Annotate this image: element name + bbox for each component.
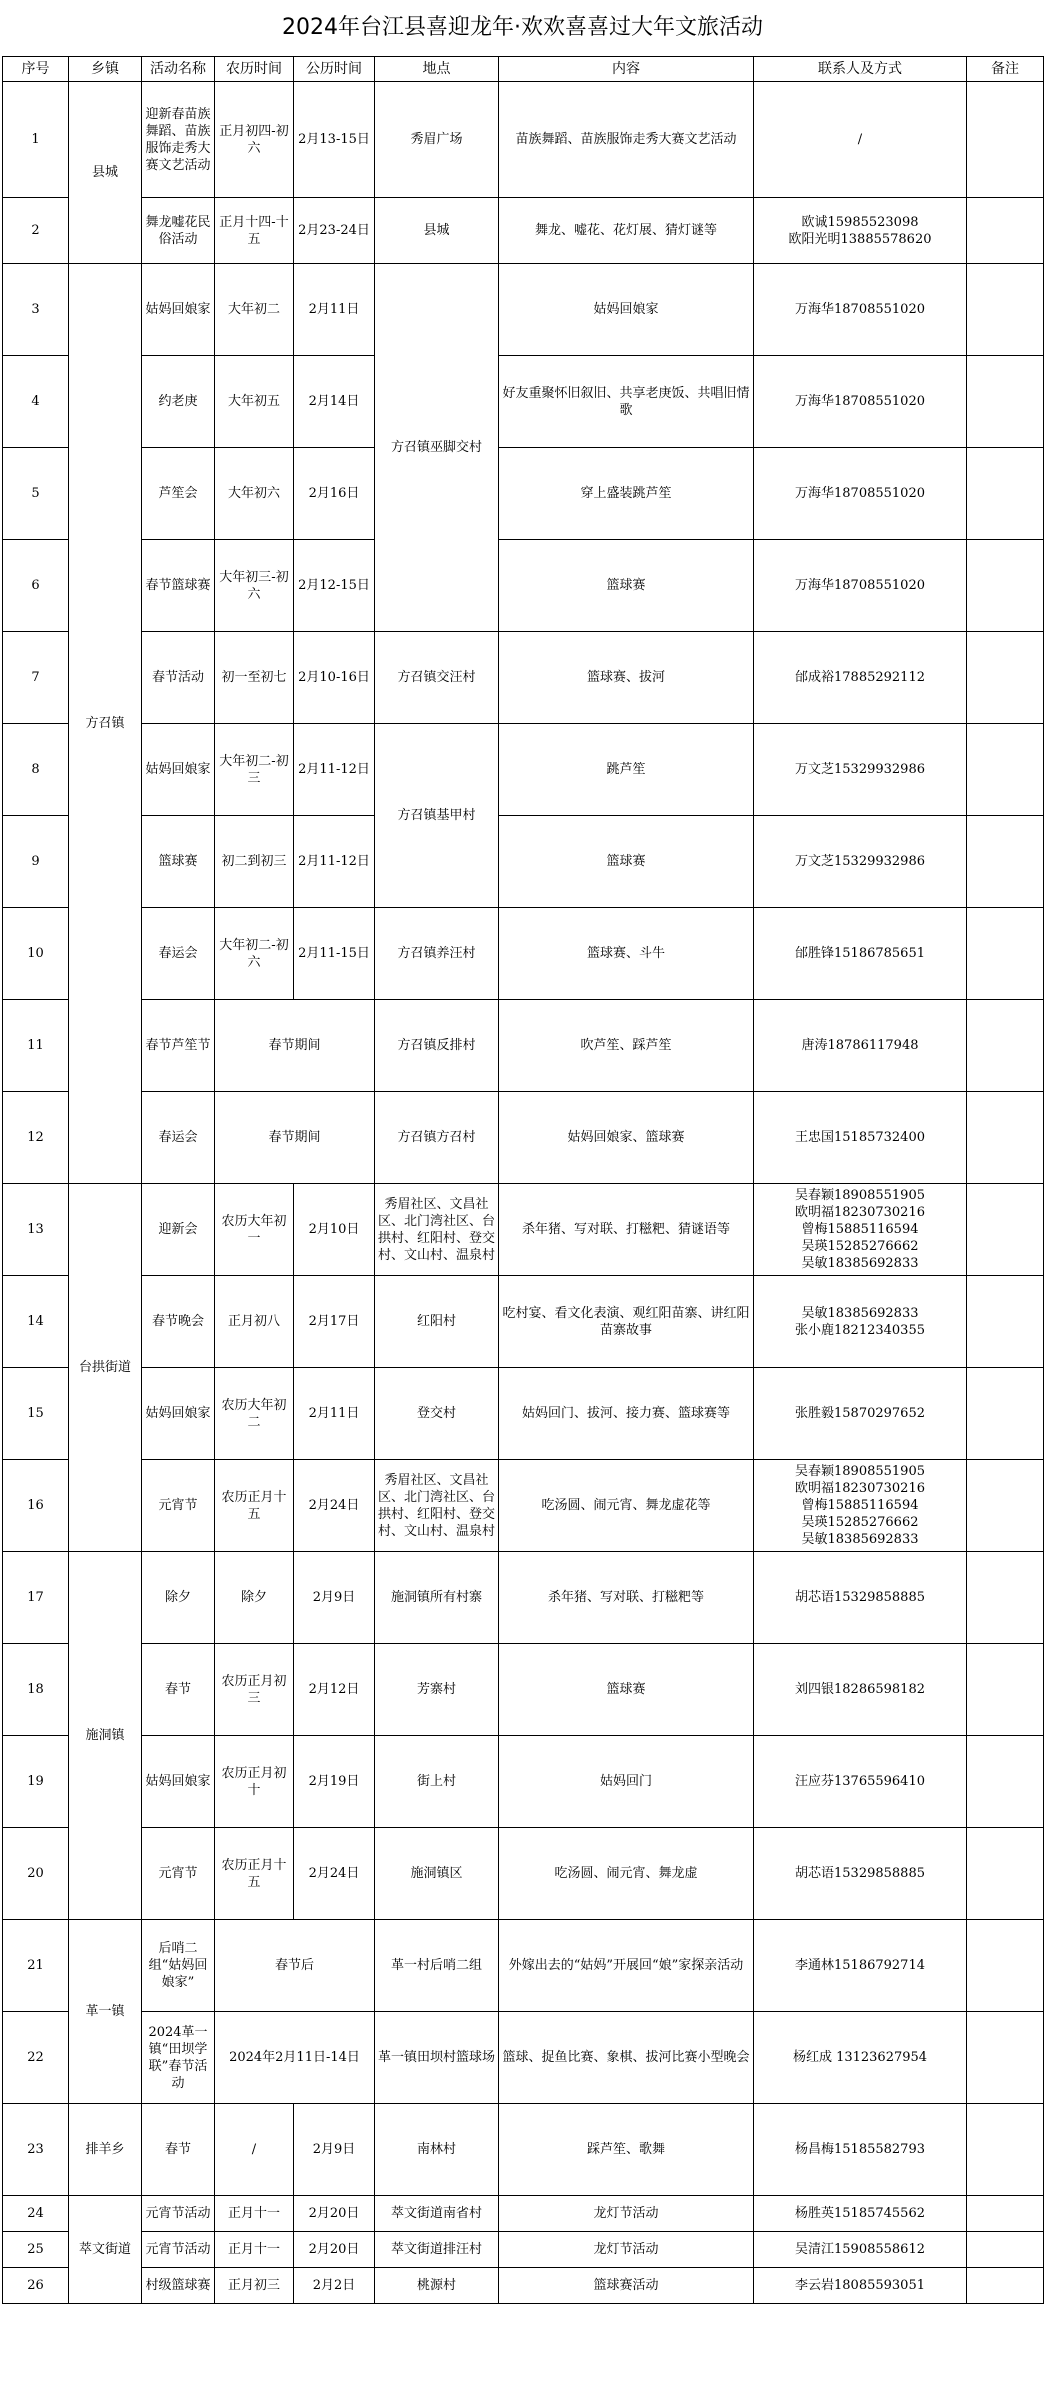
lunar-date: 大年初二-初三 (215, 724, 294, 816)
contact-cell: 万海华18708551020 (754, 356, 967, 448)
note-cell (967, 632, 1044, 724)
contact-cell: 邰胜锋15186785651 (754, 908, 967, 1000)
place-cell: 桃源村 (375, 2268, 499, 2304)
place-cell: 方召镇巫脚交村 (375, 264, 499, 632)
lunar-date: / (215, 2104, 294, 2196)
contact-cell: 胡芯语15329858885 (754, 1828, 967, 1920)
content-cell: 篮球赛、斗牛 (499, 908, 754, 1000)
lunar-date: 初二到初三 (215, 816, 294, 908)
row-number: 3 (3, 264, 69, 356)
row-number: 14 (3, 1276, 69, 1368)
note-cell (967, 82, 1044, 198)
activity-name: 篮球赛 (142, 816, 215, 908)
row-number: 13 (3, 1184, 69, 1276)
contact-cell: 杨昌梅15185582793 (754, 2104, 967, 2196)
activity-name: 姑妈回娘家 (142, 1368, 215, 1460)
activity-name: 舞龙嘘花民俗活动 (142, 198, 215, 264)
table-row (3, 2012, 1044, 2104)
table-row (3, 2232, 1044, 2268)
place-cell: 秀眉社区、文昌社区、北门湾社区、台拱村、红阳村、登交村、文山村、温泉村 (375, 1184, 499, 1276)
content-cell: 篮球赛 (499, 816, 754, 908)
table-row (3, 1552, 1044, 1644)
row-number: 2 (3, 198, 69, 264)
content-cell: 姑妈回娘家 (499, 264, 754, 356)
note-cell (967, 1552, 1044, 1644)
table-row (3, 1460, 1044, 1552)
note-cell (967, 1184, 1044, 1276)
activity-name: 姑妈回娘家 (142, 1736, 215, 1828)
contact-cell: 杨红成 13123627954 (754, 2012, 967, 2104)
lunar-date: 除夕 (215, 1552, 294, 1644)
content-cell: 跳芦笙 (499, 724, 754, 816)
solar-date: 2月24日 (294, 1828, 375, 1920)
activity-name: 姑妈回娘家 (142, 264, 215, 356)
content-cell: 踩芦笙、歌舞 (499, 2104, 754, 2196)
row-number: 15 (3, 1368, 69, 1460)
contact-cell: 张胜毅15870297652 (754, 1368, 967, 1460)
content-cell: 杀年猪、写对联、打糍粑等 (499, 1552, 754, 1644)
town-cell: 排羊乡 (69, 2104, 142, 2196)
period-cell: 春节后 (215, 1920, 375, 2012)
lunar-date: 农历正月初三 (215, 1644, 294, 1736)
solar-date: 2月11-12日 (294, 724, 375, 816)
place-cell: 施洞镇区 (375, 1828, 499, 1920)
town-cell: 台拱街道 (69, 1184, 142, 1552)
place-cell: 方召镇交汪村 (375, 632, 499, 724)
row-number: 11 (3, 1000, 69, 1092)
table-row (3, 1828, 1044, 1920)
header-lunar: 农历时间 (215, 57, 294, 82)
activity-name: 迎新会 (142, 1184, 215, 1276)
table-row (3, 2196, 1044, 2232)
content-cell: 舞龙、嘘花、花灯展、猜灯谜等 (499, 198, 754, 264)
contact-cell: 胡芯语15329858885 (754, 1552, 967, 1644)
activity-name: 元宵节活动 (142, 2232, 215, 2268)
note-cell (967, 1368, 1044, 1460)
row-number: 9 (3, 816, 69, 908)
content-cell: 龙灯节活动 (499, 2232, 754, 2268)
place-cell: 革一村后哨二组 (375, 1920, 499, 2012)
contact-cell: 杨胜英15185745562 (754, 2196, 967, 2232)
note-cell (967, 816, 1044, 908)
solar-date: 2月20日 (294, 2232, 375, 2268)
town-cell: 县城 (69, 82, 142, 264)
place-cell: 萃文街道排汪村 (375, 2232, 499, 2268)
header-town: 乡镇 (69, 57, 142, 82)
solar-date: 2月20日 (294, 2196, 375, 2232)
content-cell: 吃村宴、看文化表演、观红阳苗寨、讲红阳苗寨故事 (499, 1276, 754, 1368)
solar-date: 2月11日 (294, 264, 375, 356)
row-number: 5 (3, 448, 69, 540)
content-cell: 苗族舞蹈、苗族服饰走秀大赛文艺活动 (499, 82, 754, 198)
table-row (3, 2268, 1044, 2304)
solar-date: 2月10-16日 (294, 632, 375, 724)
contact-cell: 刘四银18286598182 (754, 1644, 967, 1736)
header-activity: 活动名称 (142, 57, 215, 82)
contact-cell: / (754, 82, 967, 198)
table-row (3, 540, 1044, 632)
note-cell (967, 724, 1044, 816)
note-cell (967, 1920, 1044, 2012)
table-row (3, 448, 1044, 540)
table-row (3, 908, 1044, 1000)
contact-cell: 吴敏18385692833 张小鹿18212340355 (754, 1276, 967, 1368)
contact-cell: 吴清江15908558612 (754, 2232, 967, 2268)
row-number: 18 (3, 1644, 69, 1736)
row-number: 16 (3, 1460, 69, 1552)
table-row (3, 82, 1044, 198)
note-cell (967, 2232, 1044, 2268)
contact-cell: 万海华18708551020 (754, 264, 967, 356)
activity-name: 后哨二组“姑妈回娘家” (142, 1920, 215, 2012)
table-row (3, 1644, 1044, 1736)
content-cell: 好友重聚怀旧叙旧、共享老庚饭、共唱旧情歌 (499, 356, 754, 448)
row-number: 21 (3, 1920, 69, 2012)
content-cell: 姑妈回娘家、篮球赛 (499, 1092, 754, 1184)
header-contact: 联系人及方式 (754, 57, 967, 82)
activity-name: 春节 (142, 1644, 215, 1736)
row-number: 1 (3, 82, 69, 198)
content-cell: 篮球、捉鱼比赛、象棋、拔河比赛小型晚会 (499, 2012, 754, 2104)
activity-name: 元宵节活动 (142, 2196, 215, 2232)
lunar-date: 大年初三-初六 (215, 540, 294, 632)
header-solar: 公历时间 (294, 57, 375, 82)
place-cell: 街上村 (375, 1736, 499, 1828)
place-cell: 方召镇方召村 (375, 1092, 499, 1184)
solar-date: 2月13-15日 (294, 82, 375, 198)
activity-name: 元宵节 (142, 1828, 215, 1920)
header-note: 备注 (967, 57, 1044, 82)
table-row (3, 724, 1044, 816)
note-cell (967, 2268, 1044, 2304)
content-cell: 篮球赛、拔河 (499, 632, 754, 724)
activity-name: 约老庚 (142, 356, 215, 448)
content-cell: 吹芦笙、踩芦笙 (499, 1000, 754, 1092)
lunar-date: 正月初八 (215, 1276, 294, 1368)
note-cell (967, 540, 1044, 632)
contact-cell: 王忠国15185732400 (754, 1092, 967, 1184)
lunar-date: 正月初四-初六 (215, 82, 294, 198)
table-row (3, 816, 1044, 908)
place-cell: 施洞镇所有村寨 (375, 1552, 499, 1644)
contact-cell: 万海华18708551020 (754, 540, 967, 632)
activity-name: 春节 (142, 2104, 215, 2196)
contact-cell: 吴春颖18908551905 欧明福18230730216 曾梅15885116594 吴瑛15285276662 吴敏18385692833 (754, 1184, 967, 1276)
contact-cell: 李通林15186792714 (754, 1920, 967, 2012)
content-cell: 外嫁出去的“姑妈”开展回“娘”家探亲活动 (499, 1920, 754, 2012)
contact-cell: 汪应芬13765596410 (754, 1736, 967, 1828)
activity-name: 元宵节 (142, 1460, 215, 1552)
table-row (3, 198, 1044, 264)
note-cell (967, 198, 1044, 264)
solar-date: 2月16日 (294, 448, 375, 540)
contact-cell: 万海华18708551020 (754, 448, 967, 540)
table-row (3, 264, 1044, 356)
row-number: 22 (3, 2012, 69, 2104)
contact-cell: 李云岩18085593051 (754, 2268, 967, 2304)
place-cell: 萃文街道南省村 (375, 2196, 499, 2232)
contact-cell: 吴春颖18908551905 欧明福18230730216 曾梅15885116594 吴瑛15285276662 吴敏18385692833 (754, 1460, 967, 1552)
solar-date: 2月11日 (294, 1368, 375, 1460)
period-cell: 春节期间 (215, 1092, 375, 1184)
activity-name: 春运会 (142, 1092, 215, 1184)
lunar-date: 农历大年初一 (215, 1184, 294, 1276)
period-cell: 2024年2月11日-14日 (215, 2012, 375, 2104)
solar-date: 2月14日 (294, 356, 375, 448)
solar-date: 2月9日 (294, 2104, 375, 2196)
solar-date: 2月11-12日 (294, 816, 375, 908)
row-number: 17 (3, 1552, 69, 1644)
row-number: 4 (3, 356, 69, 448)
contact-cell: 万文芝15329932986 (754, 816, 967, 908)
row-number: 23 (3, 2104, 69, 2196)
table-row (3, 1184, 1044, 1276)
activity-name: 春节芦笙节 (142, 1000, 215, 1092)
place-cell: 秀眉社区、文昌社区、北门湾社区、台拱村、红阳村、登交村、文山村、温泉村 (375, 1460, 499, 1552)
note-cell (967, 356, 1044, 448)
lunar-date: 农历正月十五 (215, 1828, 294, 1920)
table-row (3, 1368, 1044, 1460)
place-cell: 方召镇基甲村 (375, 724, 499, 908)
activity-name: 除夕 (142, 1552, 215, 1644)
place-cell: 方召镇养汪村 (375, 908, 499, 1000)
note-cell (967, 1092, 1044, 1184)
lunar-date: 大年初二 (215, 264, 294, 356)
lunar-date: 初一至初七 (215, 632, 294, 724)
content-cell: 吃汤圆、闹元宵、舞龙虚 (499, 1828, 754, 1920)
solar-date: 2月11-15日 (294, 908, 375, 1000)
contact-cell: 万文芝15329932986 (754, 724, 967, 816)
row-number: 24 (3, 2196, 69, 2232)
place-cell: 芳寨村 (375, 1644, 499, 1736)
table-row (3, 632, 1044, 724)
note-cell (967, 908, 1044, 1000)
note-cell (967, 1276, 1044, 1368)
lunar-date: 正月十一 (215, 2196, 294, 2232)
note-cell (967, 2104, 1044, 2196)
row-number: 25 (3, 2232, 69, 2268)
solar-date: 2月24日 (294, 1460, 375, 1552)
note-cell (967, 1644, 1044, 1736)
row-number: 6 (3, 540, 69, 632)
note-cell (967, 1000, 1044, 1092)
note-cell (967, 2196, 1044, 2232)
lunar-date: 农历正月初十 (215, 1736, 294, 1828)
header-no: 序号 (3, 57, 69, 82)
activity-name: 芦笙会 (142, 448, 215, 540)
content-cell: 龙灯节活动 (499, 2196, 754, 2232)
header-row (3, 57, 1044, 82)
table-row (3, 1920, 1044, 2012)
solar-date: 2月9日 (294, 1552, 375, 1644)
note-cell (967, 448, 1044, 540)
lunar-date: 大年初五 (215, 356, 294, 448)
lunar-date: 正月十一 (215, 2232, 294, 2268)
activity-name: 春节篮球赛 (142, 540, 215, 632)
lunar-date: 正月十四-十五 (215, 198, 294, 264)
town-cell: 施洞镇 (69, 1552, 142, 1920)
content-cell: 姑妈回门、拔河、接力赛、篮球赛等 (499, 1368, 754, 1460)
activity-name: 村级篮球赛 (142, 2268, 215, 2304)
place-cell: 登交村 (375, 1368, 499, 1460)
contact-cell: 邰成裕17885292112 (754, 632, 967, 724)
lunar-date: 正月初三 (215, 2268, 294, 2304)
header-content: 内容 (499, 57, 754, 82)
solar-date: 2月2日 (294, 2268, 375, 2304)
place-cell: 南林村 (375, 2104, 499, 2196)
content-cell: 篮球赛 (499, 540, 754, 632)
town-cell: 革一镇 (69, 1920, 142, 2104)
content-cell: 姑妈回门 (499, 1736, 754, 1828)
lunar-date: 大年初六 (215, 448, 294, 540)
table-row (3, 1736, 1044, 1828)
place-cell: 红阳村 (375, 1276, 499, 1368)
solar-date: 2月12-15日 (294, 540, 375, 632)
lunar-date: 大年初二-初六 (215, 908, 294, 1000)
activity-name: 春节活动 (142, 632, 215, 724)
content-cell: 吃汤圆、闹元宵、舞龙虚花等 (499, 1460, 754, 1552)
row-number: 19 (3, 1736, 69, 1828)
activity-name: 迎新春苗族舞蹈、苗族服饰走秀大赛文艺活动 (142, 82, 215, 198)
header-place: 地点 (375, 57, 499, 82)
table-row (3, 1000, 1044, 1092)
table-row (3, 2104, 1044, 2196)
activity-table (2, 56, 1044, 2304)
place-cell: 方召镇反排村 (375, 1000, 499, 1092)
row-number: 10 (3, 908, 69, 1000)
solar-date: 2月23-24日 (294, 198, 375, 264)
contact-cell: 唐涛18786117948 (754, 1000, 967, 1092)
note-cell (967, 264, 1044, 356)
row-number: 26 (3, 2268, 69, 2304)
activity-name: 姑妈回娘家 (142, 724, 215, 816)
solar-date: 2月19日 (294, 1736, 375, 1828)
content-cell: 穿上盛装跳芦笙 (499, 448, 754, 540)
row-number: 20 (3, 1828, 69, 1920)
contact-cell: 欧诚15985523098 欧阳光明13885578620 (754, 198, 967, 264)
note-cell (967, 1828, 1044, 1920)
content-cell: 篮球赛活动 (499, 2268, 754, 2304)
town-cell: 方召镇 (69, 264, 142, 1184)
row-number: 7 (3, 632, 69, 724)
town-cell: 萃文街道 (69, 2196, 142, 2304)
note-cell (967, 1460, 1044, 1552)
place-cell: 革一镇田坝村篮球场 (375, 2012, 499, 2104)
page-title: 2024年台江县喜迎龙年·欢欢喜喜过大年文旅活动 (282, 15, 763, 40)
note-cell (967, 1736, 1044, 1828)
content-cell: 杀年猪、写对联、打糍粑、猜谜语等 (499, 1184, 754, 1276)
table-row (3, 356, 1044, 448)
place-cell: 秀眉广场 (375, 82, 499, 198)
solar-date: 2月10日 (294, 1184, 375, 1276)
period-cell: 春节期间 (215, 1000, 375, 1092)
row-number: 12 (3, 1092, 69, 1184)
row-number: 8 (3, 724, 69, 816)
lunar-date: 农历大年初二 (215, 1368, 294, 1460)
activity-name: 春运会 (142, 908, 215, 1000)
table-row (3, 1276, 1044, 1368)
content-cell: 篮球赛 (499, 1644, 754, 1736)
lunar-date: 农历正月十五 (215, 1460, 294, 1552)
solar-date: 2月12日 (294, 1644, 375, 1736)
place-cell: 县城 (375, 198, 499, 264)
activity-name: 春节晚会 (142, 1276, 215, 1368)
table-row (3, 1092, 1044, 1184)
note-cell (967, 2012, 1044, 2104)
solar-date: 2月17日 (294, 1276, 375, 1368)
activity-name: 2024革一镇“田坝学联”春节活动 (142, 2012, 215, 2104)
